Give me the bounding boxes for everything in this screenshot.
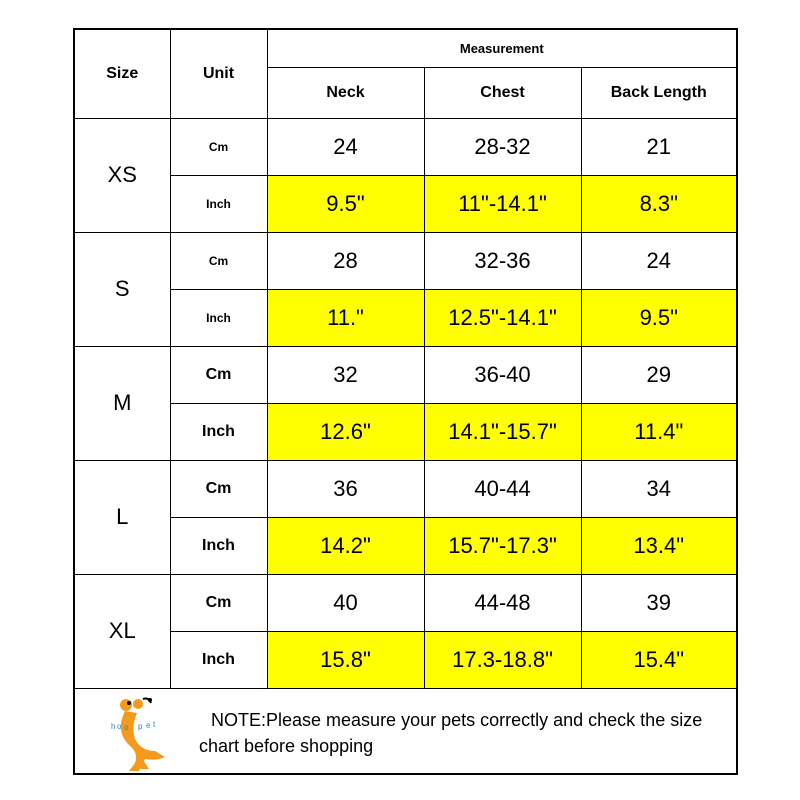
neck-inch-value: 11.": [267, 289, 424, 346]
neck-cm-value: 32: [267, 346, 424, 403]
chest-inch-value: 11"-14.1": [424, 175, 581, 232]
chest-header: Chest: [424, 67, 581, 118]
neck-inch-value: 15.8": [267, 631, 424, 688]
svg-text:o: o: [117, 722, 122, 731]
unit-inch-label: Inch: [170, 631, 267, 688]
size-label: L: [75, 460, 170, 574]
back-inch-value: 15.4": [581, 631, 736, 688]
neck-cm-value: 28: [267, 232, 424, 289]
chest-cm-value: 44-48: [424, 574, 581, 631]
note-section: [75, 688, 736, 773]
back-inch-value: 9.5": [581, 289, 736, 346]
size-header: Size: [75, 30, 170, 118]
chest-cm-value: 32-36: [424, 232, 581, 289]
chest-cm-value: 36-40: [424, 346, 581, 403]
measurement-header: Measurement: [267, 30, 736, 67]
size-chart-table: [75, 30, 736, 689]
unit-inch-label: Inch: [170, 175, 267, 232]
back-cm-value: 39: [581, 574, 736, 631]
back-inch-value: 13.4": [581, 517, 736, 574]
chest-inch-value: 14.1"-15.7": [424, 403, 581, 460]
svg-text:p: p: [138, 722, 143, 731]
unit-header: Unit: [170, 30, 267, 118]
size-label: XL: [75, 574, 170, 688]
back-inch-value: 11.4": [581, 403, 736, 460]
back-cm-value: 24: [581, 232, 736, 289]
svg-text:o: o: [124, 723, 129, 732]
back-length-header: Back Length: [581, 67, 736, 118]
svg-text:h: h: [111, 722, 116, 731]
unit-cm-label: Cm: [170, 346, 267, 403]
size-label: XS: [75, 118, 170, 232]
size-chart-frame: [73, 28, 738, 775]
size-label: S: [75, 232, 170, 346]
unit-inch-label: Inch: [170, 289, 267, 346]
note-text: NOTE:Please measure your pets correctly and check the size chart before shopping: [199, 710, 703, 756]
back-inch-value: 8.3": [581, 175, 736, 232]
hoopet-logo: [105, 695, 177, 775]
neck-cm-value: 40: [267, 574, 424, 631]
back-cm-value: 21: [581, 118, 736, 175]
svg-text:t: t: [153, 720, 156, 729]
unit-inch-label: Inch: [170, 517, 267, 574]
chest-inch-value: 12.5"-14.1": [424, 289, 581, 346]
neck-cm-value: 36: [267, 460, 424, 517]
back-cm-value: 34: [581, 460, 736, 517]
unit-cm-label: Cm: [170, 232, 267, 289]
unit-cm-label: Cm: [170, 118, 267, 175]
dog-mascot-icon: [105, 695, 177, 775]
neck-header: Neck: [267, 67, 424, 118]
chest-inch-value: 17.3-18.8": [424, 631, 581, 688]
chest-cm-value: 28-32: [424, 118, 581, 175]
neck-inch-value: 9.5": [267, 175, 424, 232]
unit-inch-label: Inch: [170, 403, 267, 460]
svg-text:e: e: [146, 721, 151, 730]
chest-inch-value: 15.7"-17.3": [424, 517, 581, 574]
size-label: M: [75, 346, 170, 460]
neck-inch-value: 14.2": [267, 517, 424, 574]
chest-cm-value: 40-44: [424, 460, 581, 517]
neck-cm-value: 24: [267, 118, 424, 175]
unit-cm-label: Cm: [170, 574, 267, 631]
unit-cm-label: Cm: [170, 460, 267, 517]
neck-inch-value: 12.6": [267, 403, 424, 460]
back-cm-value: 29: [581, 346, 736, 403]
